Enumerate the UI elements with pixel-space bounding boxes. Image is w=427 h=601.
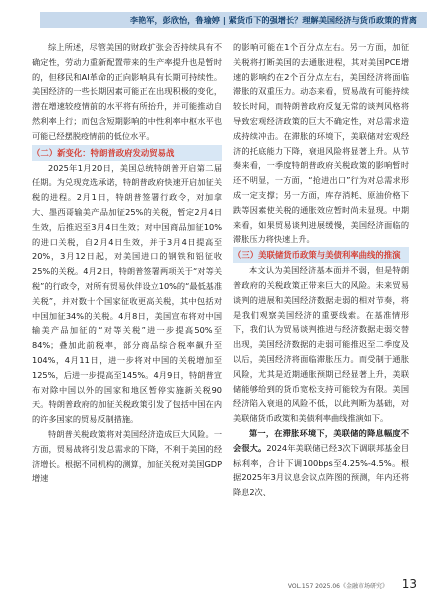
- paragraph-summary: 综上所述，尽管美国的财政扩张会否持续具有不确定性，劳动力重新配置带来的生产率提升也是暂时的，但移民和AI革命的正向影响具有长期可持续性。美国经济的一些长期因素可能正在出现积极的变化，潜在增速较疫情前的水平将有所抬升，并可能推动自然利率上行；而包含短期影响的中性利率中枢水平也可能已经摆脱疫情前的低位水平。: [32, 42, 222, 141]
- section-heading-2: （二）新变化：特朗普政府发动贸易战: [32, 145, 222, 161]
- page-footer: [0, 577, 417, 593]
- paragraph-rate-cut: [233, 426, 409, 500]
- page-number: 13: [401, 577, 417, 591]
- rate-cut-lead: 第一，在滞胀环境下，美联储的降息幅度不会很大。: [233, 427, 409, 453]
- paragraph-baseline-scenario: 本文认为美国经济基本面并不弱，但是特朗普政府的关税政策正带来巨大的风险。未来贸易谈判的进展和美国经济数据走弱的相对节奏，将是我们观察美国经济的重要线索。在基准情形下，我们认为贸易谈判推进与经济数据走弱交替出现，美国经济数据的走弱可能推迟至二季度及以后，美国经济将面临滞胀压力。而受制于通胀风险，尤其是近期通胀预期已经显著上升，美联储能够给到的货币宽松支持可能较为有限。美国经济陷入衰退的风险不低，以此判断为基础，对美联储货币政策和美债利率曲线推演如下。: [233, 265, 409, 424]
- header-text: 李艳军，彭欣怡，鲁瑜婷 | 紧货币下的强增长？理解美国经济与货币政策的背离: [129, 15, 417, 25]
- paragraph-tariff-timeline: 2025年1月20日，美国总统特朗普开启第二届任期。为兑现竞选承诺，特朗普政府快速开启加征关税的进程。2月1日，特朗普签署行政令，对加拿大、墨西哥输美产品加征25%的关税，暂定2月4日生效，后推迟至3月4日生效；对中国商品加征10%的进口关税，自2月4日生效，并于3月4日提高至20%，3月12日起，对美国进口的钢铁和铝征收25%的关税。4月2日，特朗普签署两项关于“对等关税”的行政令，对所有贸易伙伴设立10%的“最低基准关税”，并对数十个国家征收更高关税，其中包括对中国加征34%的关税。4月8日，美国宣布将对中国输美产品加征的“对等关税”进一步提高50%至84%；叠加此前税率，部分商品综合税率飙升至104%，4月11日，进一步将对中国的关税增加至125%，后进一步提高至145%。4月9日，特朗普宣布对除中国以外的国家和地区暂停实施新关税90天。特朗普政府的加征关税政策引发了包括中国在内的许多国家的贸易反制措施。: [32, 162, 222, 425]
- rate-cut-body: 2024年美联储已经3次下调联邦基金目标利率，合计下调100bps至4.25%-4.5%。根据2025年3月议息会议点阵图的预测，年内还将降息2次、: [233, 442, 409, 498]
- paragraph-stagflation: 的影响可能在1个百分点左右。另一方面，加征关税将打断美国的去通胀进程，其对美国PCE增速的影响约在2个百分点左右，美国经济将面临滞胀的双重压力。动态来看，贸易战有可能持续较长时间，而特朗普政府反复无常的谈判风格将导致宏观经济政策的巨大不确定性，对总需求造成持续冲击。在滞胀的环境下，美联储对宏观经济的托底能力下降，衰退风险将显著上升。从节奏来看，一季度特朗普政府关税政策的影响暂时还不明显，一方面，“抢进出口”行为对总需求形成一定支撑；另一方面，库存消耗、原油价格下跌等因素使关税的通胀效应暂时尚未显现。中期来看，如果贸易谈判进展缓慢，美国经济面临的滞胀压力将快速上升。: [233, 42, 409, 245]
- journal-name: VOL.157 2025.06《金融市场研究》: [287, 583, 388, 590]
- paragraph-tariff-risk: 特朗普关税政策将对美国经济造成巨大风险。一方面，贸易战将引发总需求的下降，不利于美国的经济增长。根据不同机构的测算，加征关税对美国GDP增速: [32, 428, 222, 484]
- section-heading-3: （三）美联储货币政策与美债利率曲线的推演: [233, 247, 409, 263]
- header-title: 紧货币下的强增长？理解美国经济与货币政策的背离: [228, 15, 417, 25]
- left-column: [32, 40, 222, 486]
- header-authors: 李艳军，彭欣怡，鲁瑜婷: [129, 15, 220, 25]
- right-column: [233, 40, 409, 500]
- running-header: [0, 0, 427, 28]
